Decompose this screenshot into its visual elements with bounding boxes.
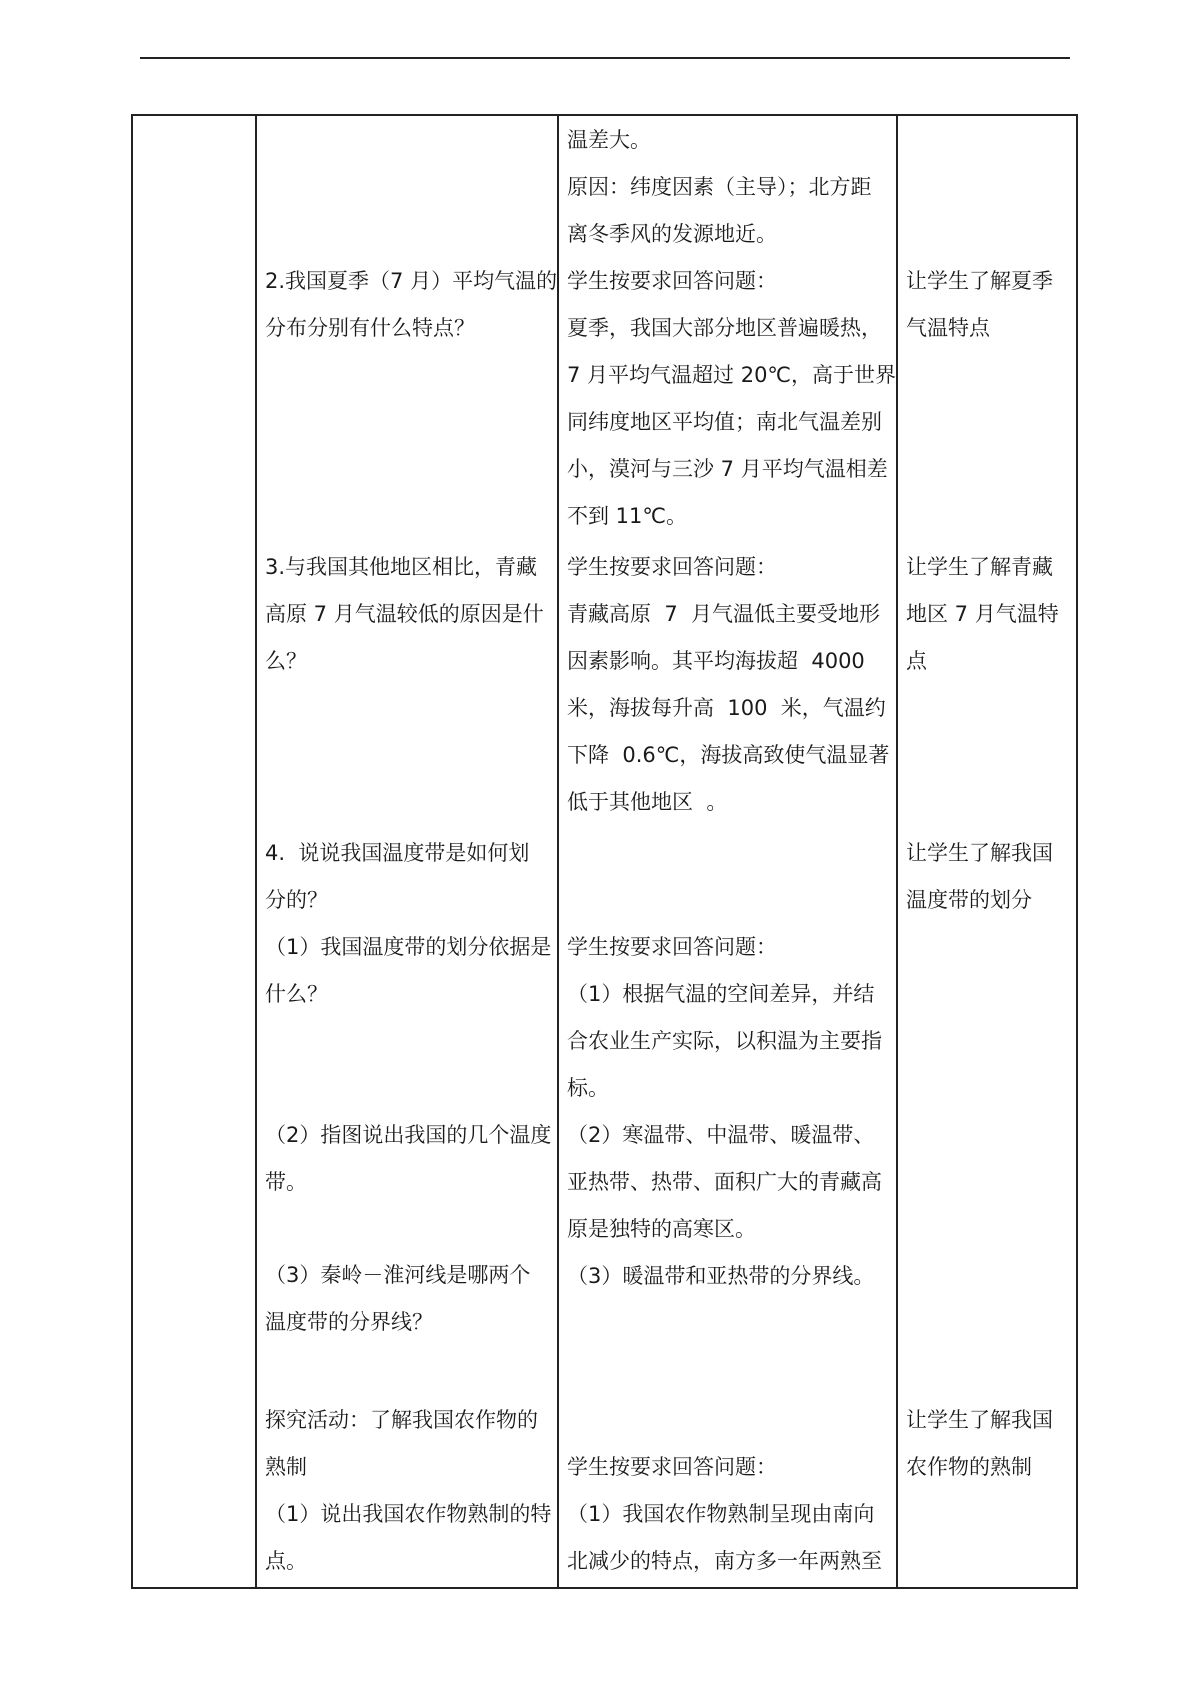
text-line: 学生按要求回答问题： [567,269,777,293]
text-line: 夏季，我国大部分地区普遍暖热， [567,316,882,340]
text-line: 原是独特的高寒区。 [567,1217,756,1241]
text-line: 让学生了解我国 [906,841,1053,865]
text-line: 地区 7 月气温特 [906,602,1059,626]
table-top-border [131,114,1078,116]
text-line: 低于其他地区 。 [567,790,728,814]
text-line: 让学生了解我国 [906,1408,1053,1432]
text-line: 学生按要求回答问题： [567,1455,777,1479]
text-line: 么？ [265,649,307,673]
column-divider-1 [255,115,257,1588]
text-line: 温度带的分界线？ [265,1310,433,1334]
text-line: （2）指图说出我国的几个温度 [265,1123,552,1147]
text-line: 下降 0.6℃，海拔高致使气温显著 [567,743,890,767]
text-line: 分布分别有什么特点？ [265,316,475,340]
text-line: 3.与我国其他地区相比，青藏 [265,555,538,579]
text-line: 让学生了解青藏 [906,555,1053,579]
text-line: 熟制 [265,1455,307,1479]
text-line: 气温特点 [906,316,990,340]
text-line: 农作物的熟制 [906,1455,1032,1479]
column-divider-3 [896,115,898,1588]
text-line: 让学生了解夏季 [906,269,1053,293]
table-left-border [131,115,133,1588]
text-line: 什么？ [265,982,328,1006]
text-line: 点 [906,649,927,673]
text-line: （3）暖温带和亚热带的分界线。 [567,1264,875,1288]
text-line: （1）我国农作物熟制呈现由南向 [567,1502,875,1526]
text-line: （1）根据气温的空间差异，并结 [567,982,875,1006]
text-line: 学生按要求回答问题： [567,555,777,579]
text-line: （2）寒温带、中温带、暖温带、 [567,1123,875,1147]
text-line: 温度带的划分 [906,888,1032,912]
text-line: 点。 [265,1549,307,1573]
text-line: 温差大。 [567,128,651,152]
table-bottom-border [131,1587,1078,1589]
text-line: 不到 11℃。 [567,504,687,528]
text-line: 7 月平均气温超过 20℃，高于世界 [567,363,897,387]
text-line: 米，海拔每升高 100 米，气温约 [567,696,886,720]
text-line: 合农业生产实际，以积温为主要指 [567,1029,882,1053]
text-line: 青藏高原 7 月气温低主要受地形 [567,602,881,626]
table-right-border [1076,115,1078,1588]
text-line: 高原 7 月气温较低的原因是什 [265,602,544,626]
text-line: 离冬季风的发源地近。 [567,222,777,246]
text-line: （1）说出我国农作物熟制的特 [265,1502,552,1526]
text-line: 分的？ [265,888,328,912]
text-line: 4. 说说我国温度带是如何划 [265,841,530,865]
text-line: 探究活动：了解我国农作物的 [265,1408,538,1432]
text-line: 小，漠河与三沙 7 月平均气温相差 [567,457,888,481]
text-line: 亚热带、热带、面积广大的青藏高 [567,1170,882,1194]
text-line: （1）我国温度带的划分依据是 [265,935,552,959]
column-divider-2 [557,115,559,1588]
text-line: 北减少的特点，南方多一年两熟至 [567,1549,882,1573]
text-line: 同纬度地区平均值；南北气温差别 [567,410,882,434]
text-line: 带。 [265,1170,307,1194]
text-line: 标。 [567,1076,609,1100]
text-line: 因素影响。其平均海拔超 4000 [567,649,865,673]
text-line: （3）秦岭－淮河线是哪两个 [265,1263,531,1287]
header-rule [140,57,1070,59]
text-line: 原因：纬度因素（主导）；北方距 [567,175,872,199]
text-line: 学生按要求回答问题： [567,935,777,959]
text-line: 2.我国夏季（7 月）平均气温的 [265,269,558,293]
